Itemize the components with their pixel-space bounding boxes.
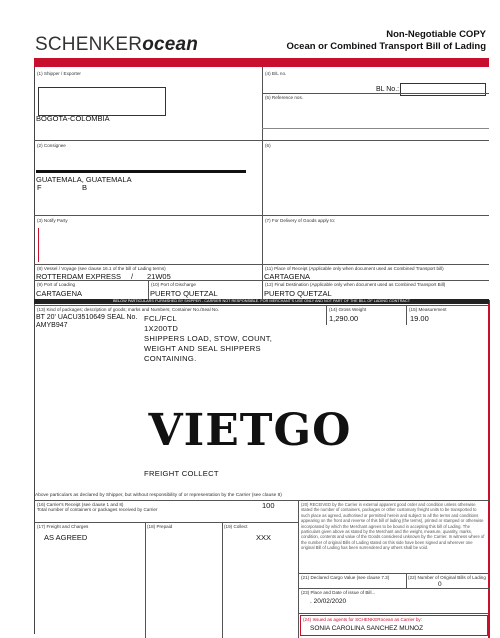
document-header (286, 29, 486, 53)
brand-plain: SCHENKER (35, 34, 143, 55)
collect-label: (19) Collect (224, 524, 248, 529)
agents-label: (24) Issued as agents for SCHENKERocean as Carrier by: (303, 617, 422, 622)
receipt16-label: (16) Carrier's Receipt (see clause 1 and 8) (37, 502, 124, 507)
prepaid-label: (18) Prepaid (147, 524, 173, 529)
gross-divider (326, 305, 327, 325)
measure-label: (15) Measurement (409, 307, 447, 312)
shipper-label: (1) Shipper / Exporter (37, 71, 81, 76)
gross-weight-value: 1,290.00 (329, 314, 359, 323)
terms-text: (20) RECEIVED by the Carrier in external apparent good order and condition unless otherwise stated the number of containers, packages or other customary freight units to be transported to such place as agreed, authorised or permitted herein and subject to all the terms and conditions appearing on the front and reverse of this bill of lading (the terms), printed or stamped or otherwise incorporated by which the Merchant agrees to be bound in accepting this bill of Lading. The particulars given above as stated by the Merchant and the weight, measure, quantity, marks, condition, contents and value of the Goods considered unknown by the Carrier. In witness where of the number of original Bills of Lading stated on this side have been signed and wherever one original Bill of Lading has been surrendered any others shall be void. (301, 502, 485, 551)
reference-label: (5) Reference nos. (265, 95, 304, 100)
shippers-load-line-2: WEIGHT AND SEAL SHIPPERS (144, 344, 261, 353)
originals-label: (22) Number of Original Bills of Lading (408, 575, 486, 580)
bl-divider (262, 93, 489, 94)
bl-no-label: (4) B/L no. (265, 71, 287, 76)
loading-divider (148, 280, 149, 299)
originals-divider (406, 573, 407, 588)
consignee-city: GUATEMALA, GUATEMALA (36, 175, 132, 184)
consignee-line3-b: B (82, 183, 88, 192)
brand-italic: ocean (142, 34, 199, 55)
bl-no-caption: BL No.: (376, 86, 400, 93)
vessel-label: (8) Vessel / Voyage (see clause 16.1 of the bill of Lading terms) (37, 266, 166, 271)
shippers-load-line-3: CONTAINING. (144, 354, 197, 363)
receipt-value: CARTAGENA (264, 272, 310, 281)
freight-collect: FREIGHT COLLECT (144, 469, 219, 478)
divider-8 (34, 522, 298, 523)
shipper-city: BOGOTA-COLOMBIA (36, 114, 110, 123)
particulars-bar: BELOW PARTICULARS FURNISHED BY SHIPPER - CARRIER NOT RESPONSIBLE. FOR MERCHANT'S USE ONLY AND NOT PART OF THE BILL OF LADING CONTRACT (34, 299, 489, 304)
freight-value: AS AGREED (44, 533, 88, 542)
divider-10 (298, 588, 489, 589)
originals-value: 0 (438, 581, 442, 588)
final-label: (12) Final Destination (Applicable only when document used as Combined Transport Bill) (265, 282, 446, 287)
divider-11 (298, 613, 489, 614)
divider-3 (34, 264, 489, 265)
measure-divider (406, 305, 407, 325)
declared-value-label: (21) Declared Cargo Value (see clause 7.3) (301, 575, 390, 580)
copy-type: Non-Negotiable COPY (386, 29, 486, 40)
agent-name: SONIA CAROLINA SANCHEZ MUNOZ (310, 625, 424, 632)
receipt16-sub-1: Total number of containers or packages received by Carrier (37, 507, 158, 512)
fcl-terms: FCL/FCL (144, 314, 177, 323)
above-note: Above particulars as declared by Shipper, but without responsibility of or representation by the Carrier (see clause 8) (35, 493, 282, 498)
container-line: BT 20' UACU3510649 SEAL No. (36, 314, 138, 321)
kind-label: (13) Kind of packages; description of goods; marks and Numbers; Container No./Seal No. (37, 307, 220, 312)
delivery-label: (7) For Delivery of Goods apply to: (265, 218, 336, 223)
notify-red-marks (38, 228, 39, 262)
notify-label: (3) Notify Party (37, 218, 68, 223)
header-red-bar (34, 58, 489, 67)
gross-label: (14) Gross Weight (329, 307, 367, 312)
loading-value: CARTAGENA (36, 289, 82, 298)
voyage-no: 21W05 (147, 272, 171, 281)
place-date-label: (23) Place and Date of issue of Bill... (301, 590, 376, 595)
final-value: PUERTO QUETZAL (264, 289, 332, 298)
loading-label: (9) Port of Loading (37, 282, 76, 287)
quantity: 1X200TD (144, 324, 179, 333)
vessel-separator: / (131, 272, 134, 281)
shippers-load-line-1: SHIPPERS LOAD, STOW, COUNT, (144, 334, 273, 343)
lower-middle-divider (298, 500, 299, 638)
collect-value: XXX (256, 533, 272, 542)
shipper-redaction-box (38, 87, 166, 116)
container-ref: AMYB947 (36, 322, 68, 329)
discharge-label: (10) Port of Discharge (151, 282, 196, 287)
divider-6 (34, 305, 489, 306)
freight17-label: (17) Freight and Charges (37, 524, 89, 529)
bl-no-box (400, 83, 486, 96)
box6-label: (6) (265, 143, 271, 148)
schenker-logo (35, 34, 198, 56)
consignee-line3-a: F (37, 183, 42, 192)
reference-divider (262, 128, 489, 129)
consignee-redaction (36, 170, 246, 173)
discharge-value: PUERTO QUETZAL (150, 289, 218, 298)
vessel-name: ROTTERDAM EXPRESS (36, 272, 122, 281)
receipt16-value: 100 (262, 501, 275, 510)
collect-divider (222, 522, 223, 638)
divider-9 (298, 573, 489, 574)
divider-2 (34, 215, 489, 216)
vietgo-watermark: VIETGO (148, 405, 352, 456)
prepaid-divider (145, 522, 146, 638)
measurement-value: 19.00 (410, 314, 429, 323)
consignee-label: (2) Consignee (37, 143, 66, 148)
place-date-value: . 20/02/2020 (310, 598, 347, 605)
doc-title: Ocean or Combined Transport Bill of Lading (286, 41, 486, 52)
receipt-label: (11) Place of Receipt (Applicable only when document used as Combined Transport bill) (265, 266, 444, 271)
divider-1 (34, 140, 489, 141)
